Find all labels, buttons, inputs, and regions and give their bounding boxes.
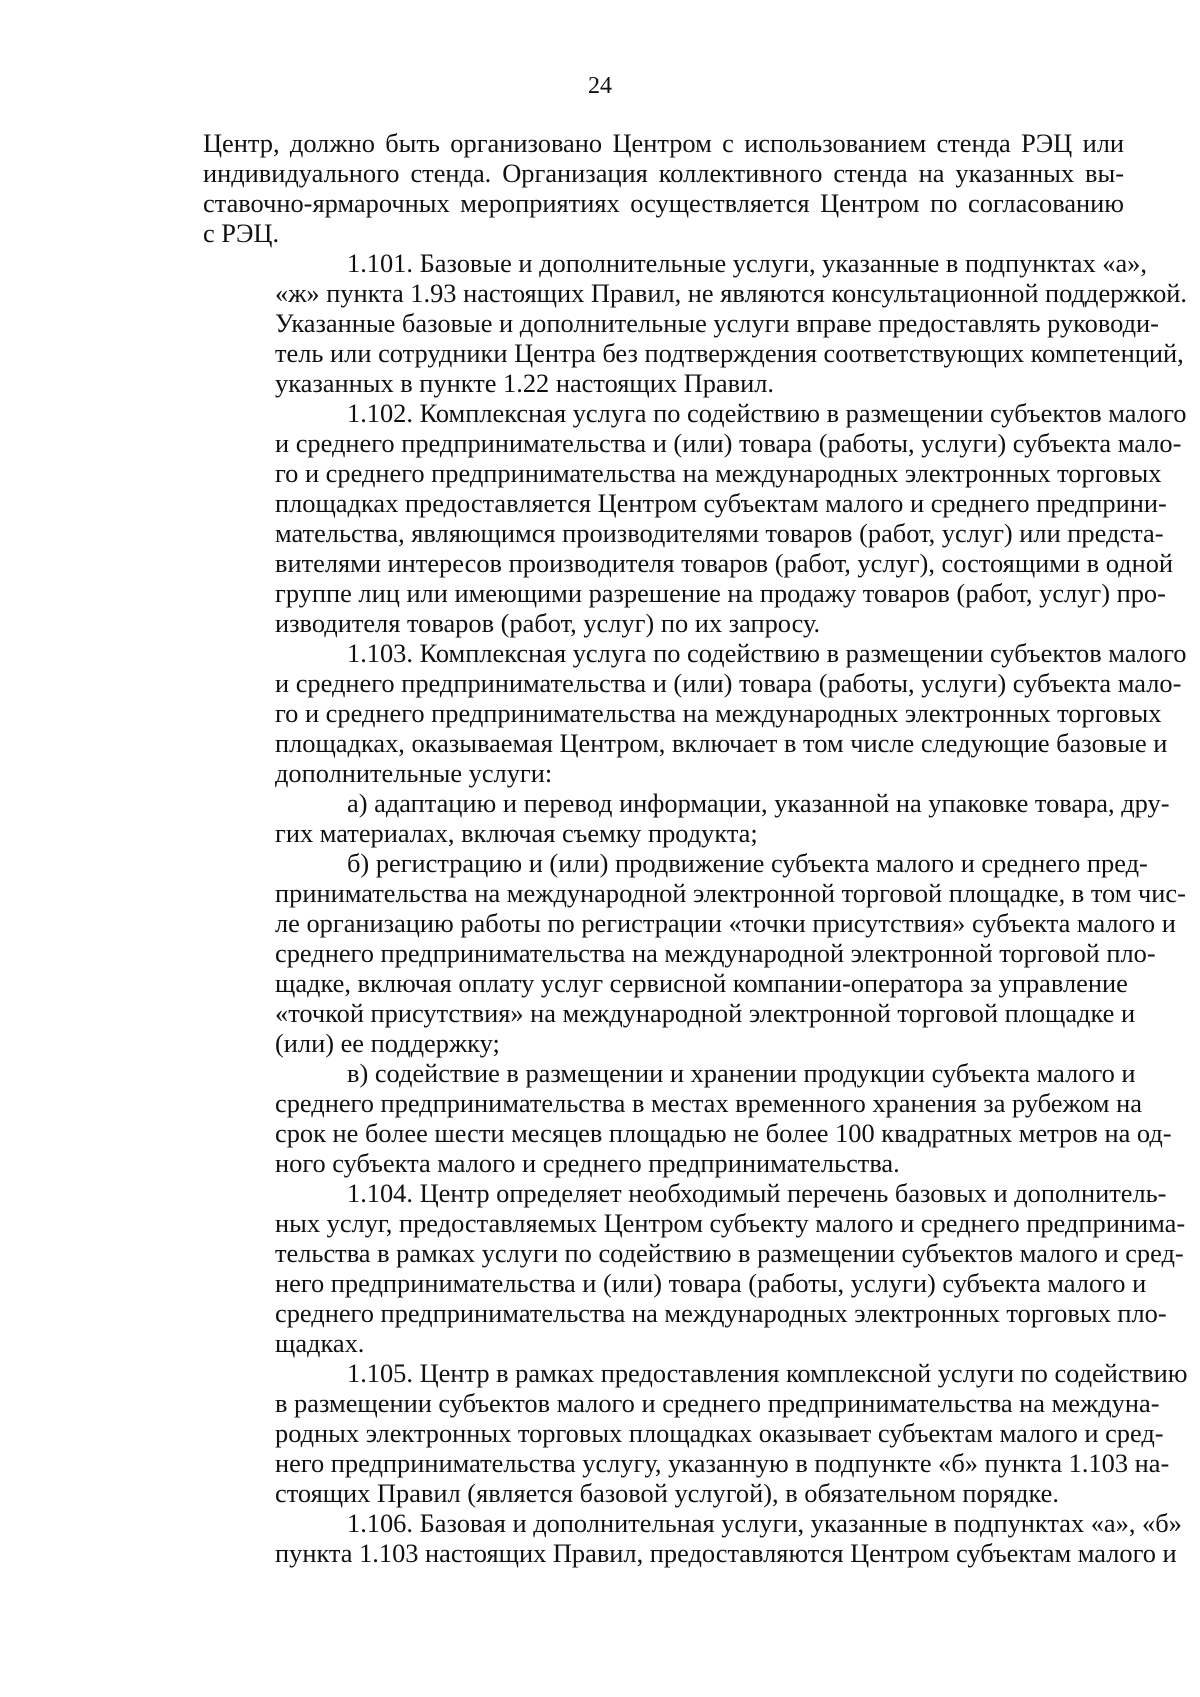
- text-line: мательства, являющимся производителями товаров (работ, услуг) или предста-: [275, 518, 1164, 548]
- text-line: гих материалах, включая съемку продукта;: [275, 818, 758, 848]
- text-line: и среднего предпринимательства и (или) товара (работы, услуги) субъекта мало-: [275, 668, 1182, 698]
- text-line: 1.106. Базовая и дополнительная услуги, указанные в подпунктах «а», «б»: [347, 1508, 1182, 1538]
- text-line: родных электронных торговых площадках оказывает субъектам малого и сред-: [275, 1418, 1164, 1448]
- paragraph: [203, 848, 1186, 1058]
- text-line: щадках.: [275, 1328, 365, 1358]
- text-line: б) регистрацию и (или) продвижение субъекта малого и среднего пред-: [347, 848, 1148, 878]
- text-line: 1.104. Центр определяет необходимый перечень базовых и дополнитель-: [347, 1178, 1167, 1208]
- text-line: группе лиц или имеющими разрешение на продажу товаров (работ, услуг) про-: [275, 578, 1166, 608]
- text-line: пункта 1.103 настоящих Правил, предоставляются Центром субъектам малого и: [275, 1538, 1177, 1568]
- text-line: ставочно-ярмарочных мероприятиях осуществляется Центром по согласованию: [203, 188, 1124, 218]
- document-body: [203, 128, 1188, 1568]
- paragraph: [203, 1358, 1188, 1508]
- text-line: щадке, включая оплату услуг сервисной компании-оператора за управление: [275, 968, 1128, 998]
- text-line: 1.101. Базовые и дополнительные услуги, указанные в подпунктах «а»,: [347, 248, 1147, 278]
- text-line: ного субъекта малого и среднего предпринимательства.: [275, 1148, 900, 1178]
- text-line: ле организацию работы по регистрации «точки присутствия» субъекта малого и: [275, 908, 1176, 938]
- page-number: 24: [588, 73, 612, 99]
- text-line: среднего предпринимательства на международных электронных торговых пло-: [275, 1298, 1167, 1328]
- text-line: него предпринимательства и (или) товара (работы, услуги) субъекта малого и: [275, 1268, 1147, 1298]
- text-line: 1.103. Комплексная услуга по содействию в размещении субъектов малого: [347, 638, 1187, 668]
- text-line: указанных в пункте 1.22 настоящих Правил.: [275, 368, 774, 398]
- text-line: принимательства на международной электронной торговой площадке, в том чис-: [275, 878, 1186, 908]
- paragraph: [203, 128, 1124, 248]
- paragraph: [203, 1508, 1182, 1568]
- text-line: срок не более шести месяцев площадью не более 100 квадратных метров на од-: [275, 1118, 1172, 1148]
- paragraph: [203, 398, 1187, 638]
- text-line: площадках, оказываемая Центром, включает в том числе следующие базовые и: [275, 728, 1168, 758]
- text-line: Указанные базовые и дополнительные услуги вправе предоставлять руководи-: [275, 308, 1159, 338]
- text-line: а) адаптацию и перевод информации, указанной на упаковке товара, дру-: [347, 788, 1170, 818]
- text-line: него предпринимательства услугу, указанную в подпункте «б» пункта 1.103 на-: [275, 1448, 1170, 1478]
- text-line: тельства в рамках услуги по содействию в размещении субъектов малого и сред-: [275, 1238, 1184, 1268]
- text-line: в размещении субъектов малого и среднего предпринимательства на междуна-: [275, 1388, 1160, 1418]
- text-line: изводителя товаров (работ, услуг) по их запросу.: [275, 608, 821, 638]
- paragraph: [203, 1058, 1172, 1178]
- text-line: стоящих Правил (является базовой услугой), в обязательном порядке.: [275, 1478, 1059, 1508]
- text-line: тель или сотрудники Центра без подтверждения соответствующих компетенций,: [275, 338, 1184, 368]
- text-line: «точкой присутствия» на международной электронной торговой площадке и: [275, 998, 1136, 1028]
- text-line: и среднего предпринимательства и (или) товара (работы, услуги) субъекта мало-: [275, 428, 1182, 458]
- text-line: 1.102. Комплексная услуга по содействию в размещении субъектов малого: [347, 398, 1187, 428]
- text-line: в) содействие в размещении и хранении продукции субъекта малого и: [347, 1058, 1136, 1088]
- text-line: го и среднего предпринимательства на международных электронных торговых: [275, 458, 1162, 488]
- paragraph: [203, 1178, 1186, 1358]
- text-line: 1.105. Центр в рамках предоставления комплексной услуги по содействию: [347, 1358, 1188, 1388]
- text-line: Центр, должно быть организовано Центром с использованием стенда РЭЦ или: [203, 128, 1124, 158]
- paragraph: [203, 638, 1187, 788]
- paragraph: [203, 248, 1187, 398]
- paragraph: [203, 788, 1170, 848]
- text-line: среднего предпринимательства в местах временного хранения за рубежом на: [275, 1088, 1142, 1118]
- text-line: ных услуг, предоставляемых Центром субъекту малого и среднего предпринима-: [275, 1208, 1186, 1238]
- text-line: дополнительные услуги:: [275, 758, 553, 788]
- text-line: (или) ее поддержку;: [275, 1028, 500, 1058]
- text-line: вителями интересов производителя товаров (работ, услуг), состоящими в одной: [275, 548, 1174, 578]
- text-line: среднего предпринимательства на международной электронной торговой пло-: [275, 938, 1156, 968]
- text-line: площадках предоставляется Центром субъектам малого и среднего предприни-: [275, 488, 1167, 518]
- text-line: «ж» пункта 1.93 настоящих Правил, не являются консультационной поддержкой.: [275, 278, 1187, 308]
- text-line: с РЭЦ.: [203, 218, 280, 248]
- text-line: го и среднего предпринимательства на международных электронных торговых: [275, 698, 1162, 728]
- text-line: индивидуального стенда. Организация коллективного стенда на указанных вы-: [203, 158, 1124, 188]
